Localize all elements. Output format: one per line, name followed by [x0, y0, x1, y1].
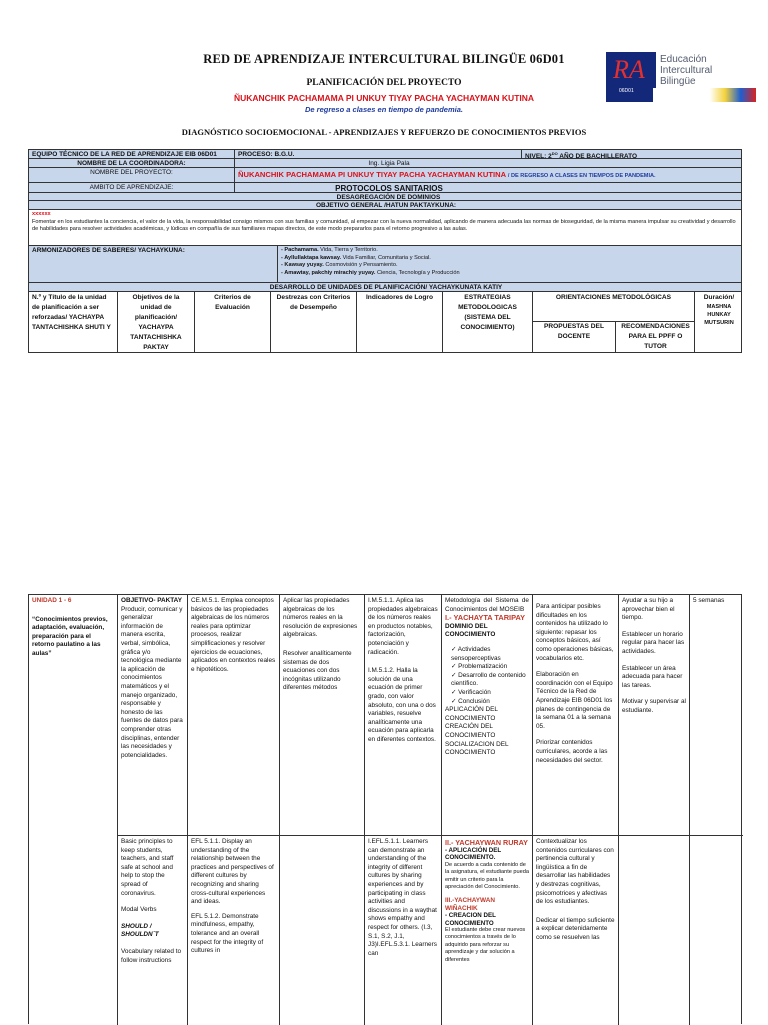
- strategy-check: ✓ Actividades sensoperceptivas: [451, 645, 501, 662]
- indicator-text: I.M.5.1.1. Aplica las propiedades algebraicas de los números reales en productos notables, factorización, potenciación y radicación.: [368, 597, 438, 656]
- col-header-duration: Duración/ MASHNA HUNKAY MUTSURIN: [694, 292, 743, 352]
- harmonizer-item: - Ayllullaktapa kawsay. Vida Familiar, Comunitaria y Social.: [281, 254, 431, 261]
- units-header: DESARROLLO DE UNIDADES DE PLANIFICACIÓN/ YACHAYKUNATA KATIY: [269, 284, 503, 291]
- strategy-after: APLICACIÓN DEL CONOCIMIENTO CREACIÓN DEL CONOCIMIENTO SOCIALIZACION DEL CONOCIMIENTO: [445, 706, 509, 757]
- coordinator-label: NOMBRE DE LA COORDINADORA:: [77, 160, 186, 167]
- indicators-cell: [365, 595, 441, 747]
- harmonizer-item: - Amawtay, pakchiy mirachiy yuyay. Ciencia, Tecnología y Producción: [281, 269, 460, 276]
- duration-cell: 5 semanas: [693, 597, 725, 604]
- unit-description: “Conocimientos previos, adaptación, evaluación, preparación para el retorno paulatino a las aulas”: [32, 615, 108, 657]
- criteria-cell-2: [188, 836, 279, 958]
- col-header-strategies: ESTRATEGIAS METODOLOGICAS (SISTEMA DEL CONOCIMIENTO): [442, 292, 532, 352]
- logo-text-line1: Educación: [660, 54, 707, 65]
- col-header-skills: Destrezas con Criterios de Desempeño: [270, 292, 356, 352]
- strategy-check: ✓ Problematización: [451, 663, 508, 671]
- process-label: PROCESO: B.G.U.: [234, 150, 521, 158]
- document-title: RED DE APRENDIZAJE INTERCULTURAL BILINGÜE 06D01: [203, 52, 565, 66]
- project-label: NOMBRE DEL PROYECTO:: [90, 169, 173, 176]
- logo-text-line3: Bilingüe: [660, 76, 696, 87]
- project-value: ÑUKANCHIK PACHAMAMA PI UNKUY TIYAY PACHA YACHAYMAN KUTINA: [238, 170, 507, 179]
- team-label: EQUIPO TÉCNICO DE LA RED DE APRENDIZAJE EIB 06D01: [32, 151, 217, 158]
- should-label: SHOULD / SHOULDN´T: [121, 922, 159, 939]
- col-header-indicators: Indicadores de Logro: [356, 292, 442, 352]
- logo-text-line2: Intercultural: [660, 65, 713, 76]
- unit-cell: [29, 595, 117, 661]
- skills-text: Aplicar las propiedades algebraicas de los números reales en la resolución de expresiones algebraicas.: [283, 597, 358, 639]
- col-divider: [689, 595, 690, 1025]
- col-header-proposals: PROPUESTAS DEL DOCENTE: [544, 323, 604, 340]
- level-label: NIVEL: $2^{DO}$ AÑO DE BACHILLERATO: [521, 150, 743, 158]
- proposal-text: Contextualizar los contenidos curriculares con pertinencia cultural y lingüística a fin de desarrollar las habilidades y destrezas cognitivas, psicomotrices y afectivas de los estudiantes.: [536, 838, 614, 906]
- strategy-text: El estudiante debe crear nuevos conocimientos a través de lo adquirido para reforzar su aprendizaje y dar solución a diferentes: [445, 927, 526, 963]
- unit-title: UNIDAD 1 - 6: [32, 597, 72, 604]
- coordinator-value: Ing. Ligia Pala: [234, 159, 543, 167]
- proposals-cell: [533, 595, 618, 767]
- proposals-cell-2: [533, 836, 618, 945]
- objective-marker: xxxxxx: [32, 211, 51, 217]
- indicator-text: I.M.5.1.2. Halla la solución de una ecuación de primer grado, con valor absoluto, con una o dos variables, resuelve analíticamente una ecuación para aplicarla en diferentes contextos.: [368, 667, 436, 743]
- proposal-text: Para anticipar posibles dificultades en los contenidos ha utilizado lo siguiente: repasar los conceptos básicos, así como operaciones básicas, vocabularios etc.: [536, 603, 614, 662]
- objective-cell-text: Basic principles to keep students, teachers, and staff safe at school and help to stop the spread of coronavirus.: [121, 838, 174, 897]
- objective-box: [28, 209, 742, 246]
- criteria-text: EFL 5.1.2. Demonstrate mindfulness, empathy, tolerance and an overall respect for the integrity of cultures in: [191, 912, 264, 955]
- proposal-text: Priorizar contenidos curriculares, acorde a las necesidades del sector.: [536, 739, 608, 764]
- criteria-cell: CE.M.5.1. Emplea conceptos básicos de las propiedades algebraicas de los números reales para optimizar procesos, realizar simplificaciones y resolver ejercicios de ecuaciones, aplicados en contextos reales e hipotéticos.: [191, 597, 276, 673]
- strategy-subheading: DOMINIO DEL CONOCIMIENTO: [445, 622, 496, 639]
- area-label: AMBITO DE APRENDIZAJE:: [89, 184, 174, 191]
- strategy-check: ✓ Verificación: [451, 688, 491, 696]
- recommendation-text: Establecer un área adecuada para hacer las tareas.: [622, 664, 683, 689]
- logo-mark: RA: [613, 55, 645, 84]
- col-header-unit: N.º y Título de la unidad de planificación a ser reforzadas/ YACHAYPA TANTACHISHKA SHUTI Y: [32, 294, 111, 331]
- objective-cell: [118, 595, 187, 762]
- harmonizer-item: - Pachamama. Vida, Tierra y Territorio.: [281, 247, 378, 253]
- vocabulary-label: Vocabulary related to follow instructions: [121, 947, 182, 964]
- harmonizers-row: [28, 245, 742, 283]
- institution-logo: [606, 52, 756, 102]
- recommendations-cell: [619, 595, 689, 718]
- objective-cell-2: [118, 836, 187, 967]
- proposal-text: Dedicar el tiempo suficiente a explicar detenidamente como se resuelven las: [536, 916, 615, 941]
- skills-text: Resolver analíticamente sistemas de dos ecuaciones con dos incógnitas utilizando diferentes métodos: [283, 649, 352, 692]
- strategy-text: De acuerdo a cada contenido de la asignatura, el estudiante pueda emitir un criterio para la apreciación del Conocimiento.: [445, 861, 529, 891]
- objective-text-block: [29, 210, 741, 235]
- harmonizers-label: ARMONIZADORES DE SABERES/ YACHAYKUNA:: [32, 247, 185, 254]
- col-header-orientations: ORIENTACIONES METODOLÓGICAS: [533, 292, 694, 322]
- strategy-subheading: - APLICACIÓN DEL CONOCIMIENTO.: [445, 847, 502, 862]
- skills-cell: [280, 595, 364, 695]
- diagnostic-heading: DIAGNÓSTICO SOCIOEMOCIONAL - APRENDIZAJES Y REFUERZO DE CONOCIMIENTOS PREVIOS: [181, 127, 587, 137]
- strategy-check: ✓ Conclusión: [451, 697, 490, 705]
- modal-verbs-label: Modal Verbs: [121, 906, 157, 914]
- col-header-orientations-group: [532, 292, 694, 352]
- recommendation-text: Establecer un horario regular para hacer las actividades.: [622, 630, 685, 655]
- info-row-project: [28, 167, 742, 183]
- domains-label: DESAGREGACIÓN DE DOMINIOS: [336, 194, 441, 200]
- objective-text: Fomentar en los estudiantes la conciencia, el valor de la vida, la responsabilidad consigo mismos con sus familias y comunidad, al empezar con la nueva normalidad, aplicando de manera adecuada las normas de bioseguridad, de la misma manera impulsar su creatividad y desarrollo de habilidades para resolver actividades académicas, y lúdicas en compañía de sus familiares mapas directos, de este modo prepararlos para el retorno progresivo a las aulas.: [32, 218, 736, 233]
- objective-header: OBJETIVO GENERAL /HATUN PAKTAYKUNA:: [315, 202, 457, 209]
- project-value-cell: [234, 168, 743, 182]
- harmonizers-list: [277, 246, 743, 282]
- strategy-heading: III.-YACHAYWAN WIÑACHIK: [445, 897, 495, 912]
- logo-mark-box: [606, 52, 656, 102]
- col-header-recommendations: RECOMENDACIONES PARA EL PPFF O TUTOR: [615, 321, 694, 352]
- column-header-row: [28, 291, 742, 353]
- objective-cell-text: Producir, comunicar y generalizar información de manera escrita, verbal, simbólica, gráfica y/o tecnológica mediante la aplicación de conocimientos matemáticos y el manejo organizado, responsable y honesto de las fuentes de datos para comprender otras disciplinas, entender las necesidades y potencialidades.: [121, 605, 183, 759]
- project-tagline: De regreso a clases en tiempo de pandemia.: [305, 105, 463, 114]
- criteria-text: EFL 5.1.1. Display an understanding of the relationship between the practices and perspectives of different cultures by recognizing and sharing cross-cultural experiences and ideas.: [191, 838, 274, 906]
- indicators-cell-2: I.EFL.5.1.1. Learners can demonstrate an understanding of the integrity of different cultures by sharing experiences and by participating in class activities and discussions in a waythat shows empathy and respect for others. (I.3, S.1, S.2, J.1, J3)I.EFL.5.3.1. Learners can: [368, 838, 437, 957]
- col-header-criteria: Criterios de Evaluación: [194, 292, 270, 352]
- proposal-text: Elaboración en coordinación con el Equipo Técnico de la Red de Aprendizaje EIB 06D01 los planes de contingencia de la semana 01 a la semana 05.: [536, 671, 613, 730]
- strategy-check: ✓ Desarrollo de contenido científico.: [451, 671, 526, 688]
- project-suffix: / DE REGRESO A CLASES EN TIEMPOS DE PANDEMIA.: [507, 173, 656, 179]
- strategy-heading: II.- YACHAYWAN RURAY: [445, 838, 528, 847]
- harmonizer-item: - Kawsay yuyay. Cosmovisión y Pensamiento.: [281, 262, 398, 269]
- strategy-intro: Metodología del Sistema de Conocimientos del MOSEIB: [445, 597, 529, 613]
- area-value: PROTOCOLOS SANITARIOS: [234, 183, 543, 192]
- strategy-heading: I.- YACHAYTA TARIPAY: [445, 613, 526, 623]
- strategy-subheading: - CREACION DEL CONOCIMIENTO: [445, 912, 496, 927]
- project-name: ÑUKANCHIK PACHAMAMA PI UNKUY TIYAY PACHA YACHAYMAN KUTINA: [233, 93, 535, 103]
- units-table: [28, 594, 742, 1024]
- recommendation-text: Motivar y supervisar al estudiante.: [622, 698, 686, 714]
- col-header-objectives: Objetivos de la unidad de planificación/ YACHAYPA TANTACHISHKA PAKTAY: [117, 292, 194, 352]
- logo-code: 06D01: [619, 88, 634, 94]
- strategies-cell-2: [442, 836, 532, 966]
- recommendation-text: Ayudar a su hijo a aprovechar bien el tiempo.: [622, 597, 675, 622]
- logo-color-stripe: [653, 88, 756, 102]
- objective-cell-title: OBJETIVO- PAKTAY: [121, 597, 182, 604]
- document-subtitle: PLANIFICACIÓN DEL PROYECTO: [306, 78, 462, 88]
- strategies-cell: [442, 595, 532, 760]
